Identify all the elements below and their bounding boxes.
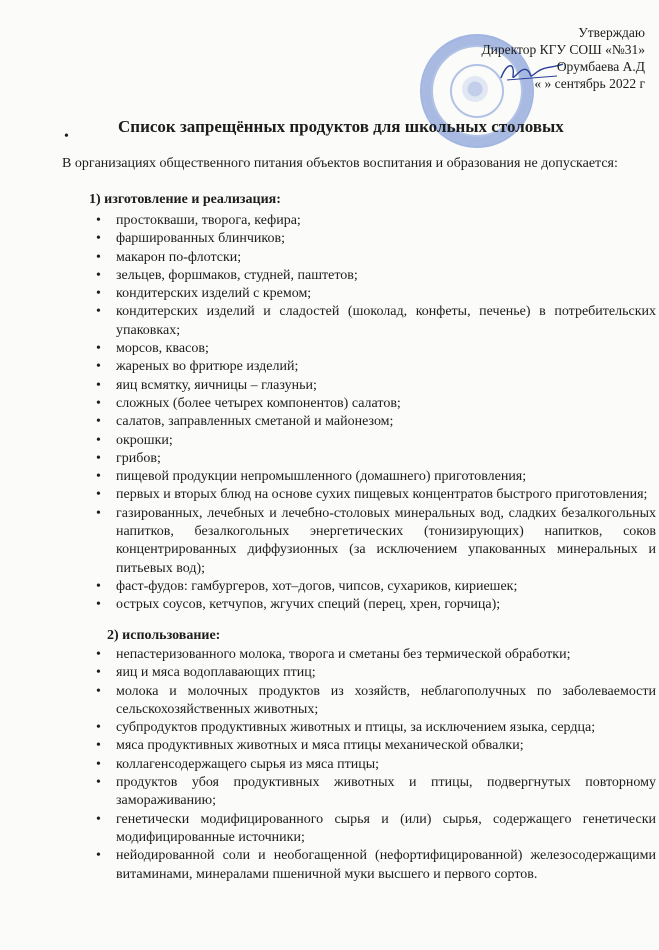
list-item: • макарон по-флотски; — [94, 249, 656, 267]
list-item: • грибов; — [94, 450, 656, 468]
list-item: • яиц всмятку, яичницы – глазуньи; — [94, 377, 656, 395]
approval-block — [481, 24, 645, 92]
list-item: • простокваши, творога, кефира; — [94, 212, 656, 230]
list-item: • кондитерских изделий с кремом; — [94, 285, 656, 303]
approval-line-3: Орумбаева А.Д — [556, 59, 645, 74]
approval-line-2: Директор КГУ СОШ «№31» — [481, 42, 645, 57]
list-item: • сложных (более четырех компонентов) салатов; — [94, 395, 656, 413]
section-2-heading: 2) использование: — [107, 628, 221, 643]
list-item: • непастеризованного молока, творога и сметаны без термической обработки; — [94, 646, 656, 664]
list-item: • яиц и мяса водоплавающих птиц; — [94, 664, 656, 682]
list-item: • пищевой продукции непромышленного (домашнего) приготовления; — [94, 468, 656, 486]
list-item: • жареных во фритюре изделий; — [94, 358, 656, 376]
section-1-heading: 1) изготовление и реализация: — [89, 192, 281, 207]
section-1-list — [94, 212, 656, 615]
list-item: • зельцев, форшмаков, студней, паштетов; — [94, 267, 656, 285]
list-item: • морсов, квасов; — [94, 340, 656, 358]
list-item: • фаршированных блинчиков; — [94, 230, 656, 248]
list-item: • продуктов убоя продуктивных животных и птицы, подвергнутых повторному замораживанию; — [94, 774, 656, 811]
list-item: • генетически модифицированного сырья и (или) сырья, содержащего генетически модифицированные источники; — [94, 811, 656, 848]
section-2-list — [94, 646, 656, 884]
list-item: • окрошки; — [94, 432, 656, 450]
list-item: • мяса продуктивных животных и мяса птицы механической обвалки; — [94, 737, 656, 755]
intro-paragraph: В организациях общественного питания объектов воспитания и образования не допускается: — [62, 156, 618, 171]
title-bullet: • — [64, 129, 69, 144]
approval-line-4: « » сентябрь 2022 г — [534, 76, 645, 91]
list-item: • газированных, лечебных и лечебно-столовых минеральных вод, сладких безалкогольных напитков, безалкогольных энергетических (тонизирующих) напитков, соков концентрированных диффузионных (за исключением упакованных минеральных и питьевых вод); — [94, 505, 656, 578]
list-item: • первых и вторых блюд на основе сухих пищевых концентратов быстрого приготовления; — [94, 486, 656, 504]
list-item: • фаст-фудов: гамбургеров, хот–догов, чипсов, сухариков, кириешек; — [94, 578, 656, 596]
list-item: • молока и молочных продуктов из хозяйств, неблагополучных по заболеваемости сельскохозяйственных животных; — [94, 683, 656, 720]
list-item: • субпродуктов продуктивных животных и птицы, за исключением языка, сердца; — [94, 719, 656, 737]
list-item: • коллагенсодержащего сырья из мяса птицы; — [94, 756, 656, 774]
page-title: Список запрещённых продуктов для школьных столовых — [118, 117, 564, 136]
approval-line-1: Утверждаю — [578, 25, 645, 40]
list-item: • салатов, заправленных сметаной и майонезом; — [94, 413, 656, 431]
list-item: • острых соусов, кетчупов, жгучих специй (перец, хрен, горчица); — [94, 596, 656, 614]
list-item: • кондитерских изделий и сладостей (шоколад, конфеты, печенье) в потребительских упаковках; — [94, 303, 656, 340]
list-item: • нейодированной соли и необогащенной (нефортифицированной) железосодержащими витаминами, минералами пшеничной муки высшего и первого сортов. — [94, 847, 656, 884]
